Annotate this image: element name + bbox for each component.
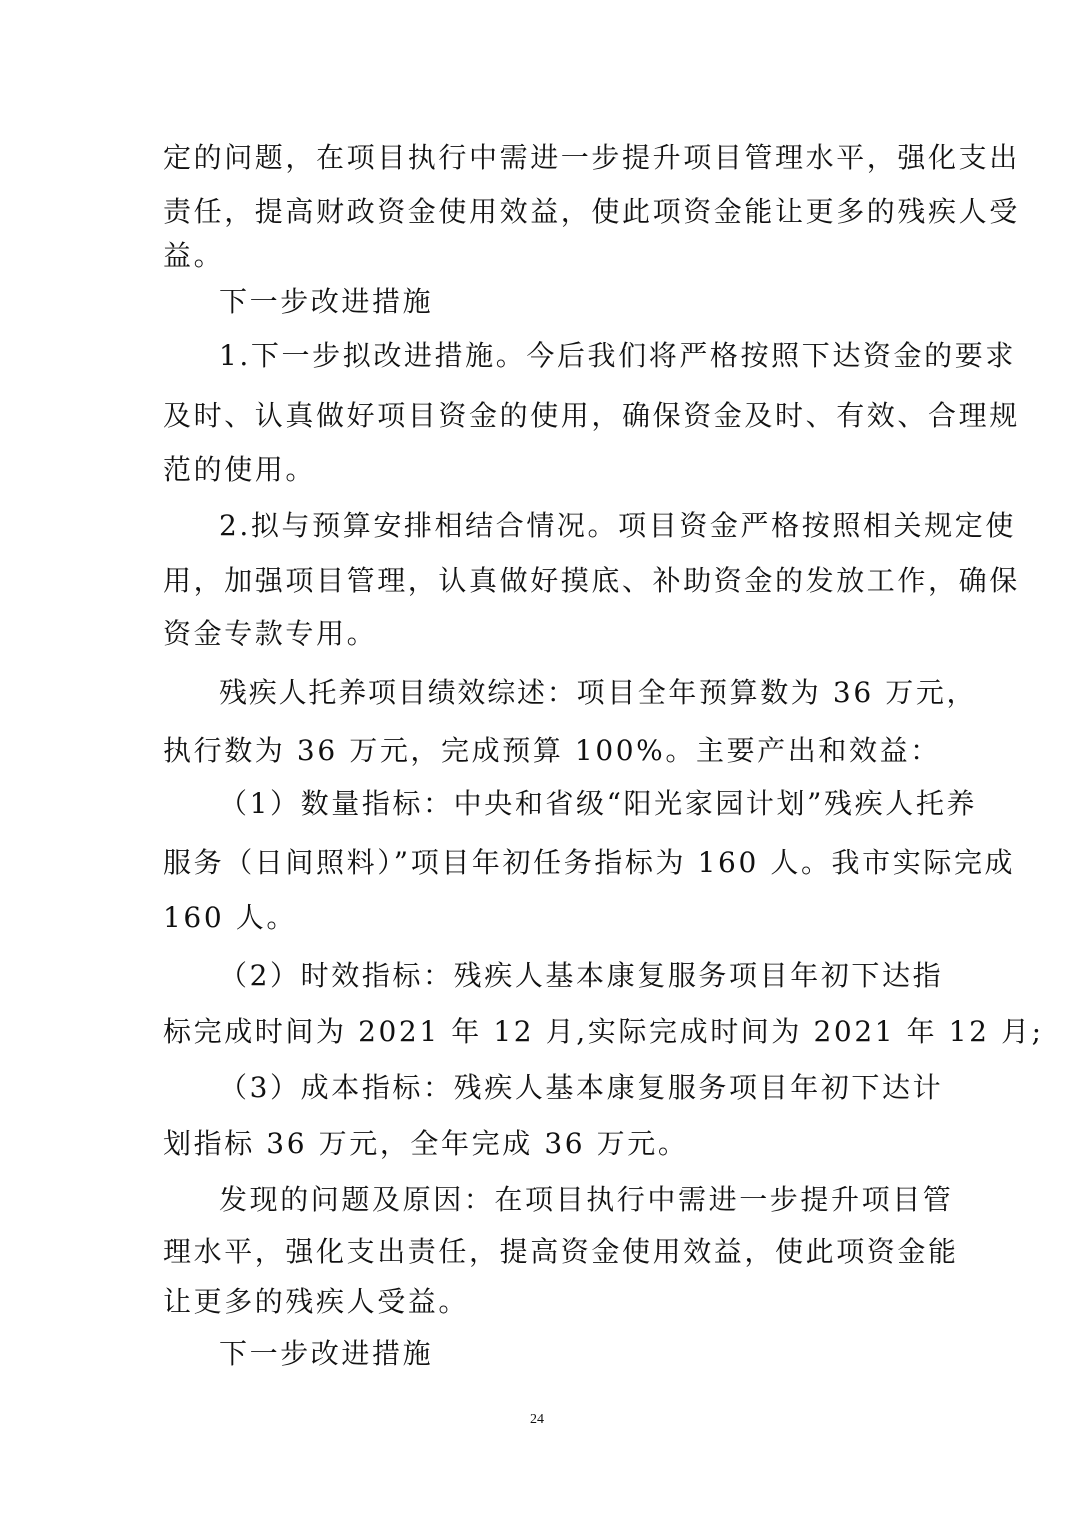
paragraph-line-10: 资金专款专用。 [163,617,378,650]
time-indicator-line-2: 标完成时间为 2021 年 12 月,实际完成时间为 2021 年 12 月; [163,1015,1044,1048]
issues-line-1: 发现的问题及原因：在项目执行中需进一步提升项目管 [219,1183,954,1216]
paragraph-line-2: 责任，提高财政资金使用效益，使此项资金能让更多的残疾人受 [163,195,1020,228]
section-heading-next-steps: 下一步改进措施 [219,285,434,318]
paragraph-line-8: 2.拟与预算安排相结合情况。项目资金严格按照相关规定使 [219,509,1016,542]
summary-line [219,673,978,713]
issues-line-2: 理水平，强化支出责任，提高资金使用效益，使此项资金能 [163,1235,959,1268]
issues-line-3: 让更多的残疾人受益。 [163,1285,470,1318]
paragraph-line-13: 执行数为 36 万元，完成预算 100%。主要产出和效益： [163,734,941,767]
paragraph-line-3: 益。 [163,239,225,272]
page-number: 24 [530,1412,544,1427]
summary-budget-text: 项目全年预算数为 36 万元， [576,676,978,709]
paragraph-line-1: 定的问题，在项目执行中需进一步提升项目管理水平，强化支出 [163,141,1020,174]
cost-indicator-line-1: （3）成本指标：残疾人基本康复服务项目年初下达计 [219,1071,944,1104]
paragraph-line-6: 及时、认真做好项目资金的使用，确保资金及时、有效、合理规 [163,399,1020,432]
paragraph-line-9: 用，加强项目管理，认真做好摸底、补助资金的发放工作，确保 [163,564,1020,597]
paragraph-line-5: 1.下一步拟改进措施。今后我们将严格按照下达资金的要求 [219,339,1016,372]
time-indicator-line-1: （2）时效指标：残疾人基本康复服务项目年初下达指 [219,959,944,992]
cost-indicator-line-2: 划指标 36 万元，全年完成 36 万元。 [163,1127,689,1160]
quantity-indicator-line-3: 160 人。 [163,901,297,934]
quantity-indicator-line-1: （1）数量指标：中央和省级“阳光家园计划”残疾人托养 [219,787,978,820]
summary-heading: 残疾人托养项目绩效综述： [219,676,577,709]
paragraph-line-7: 范的使用。 [163,453,317,486]
quantity-indicator-line-2: 服务（日间照料）”项目年初任务指标为 160 人。我市实际完成 [163,846,1016,879]
section-heading-next-steps-2: 下一步改进措施 [219,1337,434,1370]
